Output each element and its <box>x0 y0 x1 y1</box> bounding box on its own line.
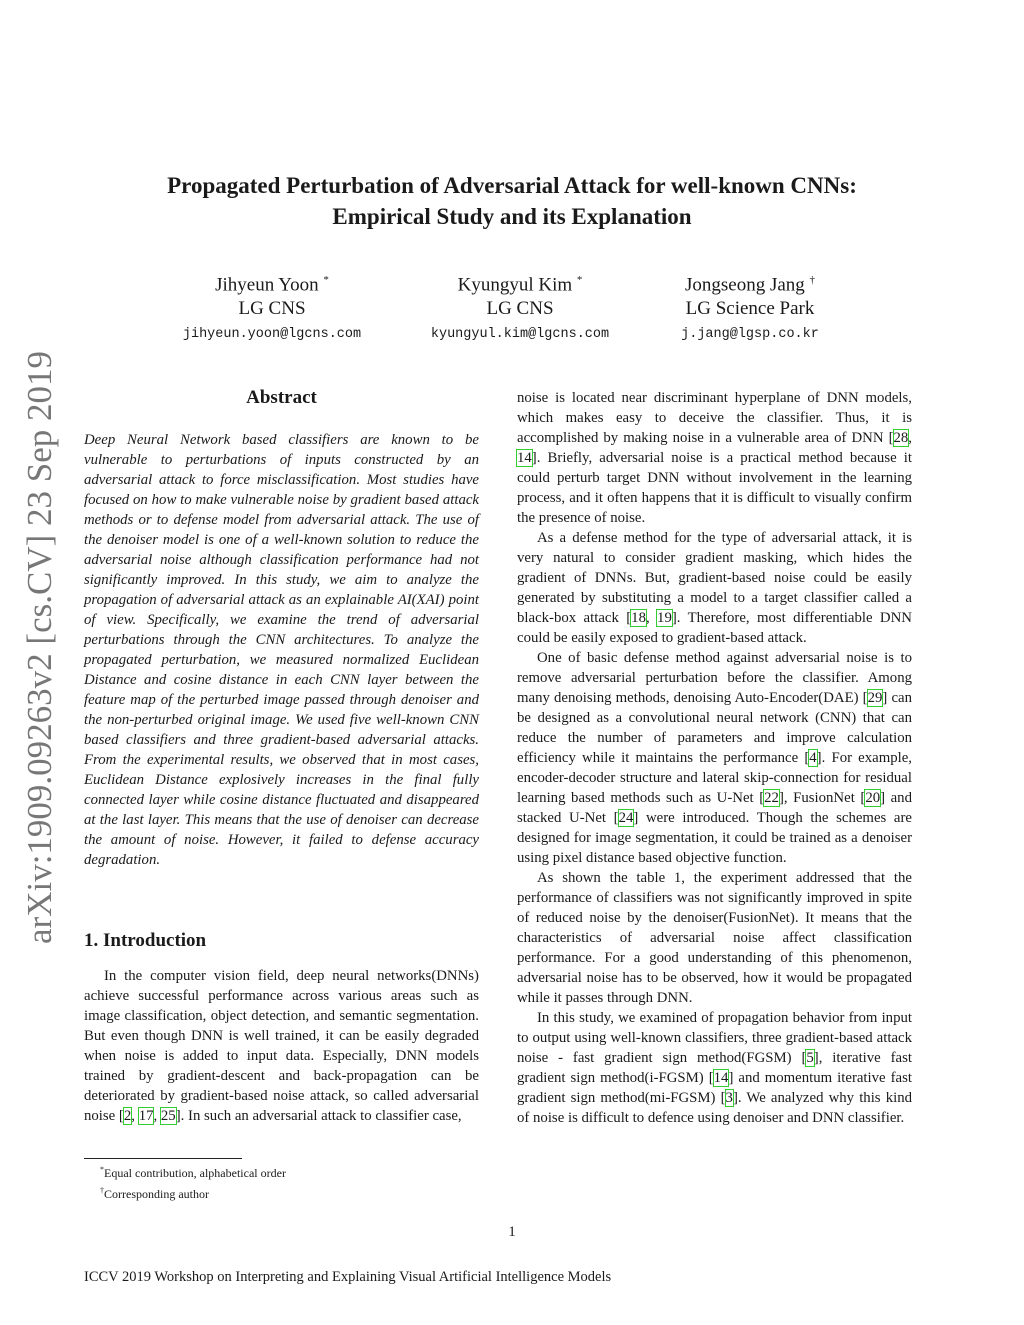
author-email[interactable]: j.jang@lgsp.co.kr <box>681 327 819 343</box>
citation-link[interactable]: 5 <box>806 1050 814 1066</box>
citation-link[interactable]: 20 <box>865 790 881 806</box>
author-email[interactable]: jihyeun.yoon@lgcns.com <box>182 327 362 343</box>
citation-link[interactable]: 3 <box>725 1090 733 1106</box>
citation-link[interactable]: 28 <box>893 430 909 446</box>
abstract-heading: Abstract <box>246 387 317 408</box>
abstract-text: Deep Neural Network based classifiers are known to be vulnerable to perturbations of inputs constructed by an adversarial attack to force misclassification. Most studies have focused on how to make vulnerable noise by gradient based attack methods or to defense model from adversarial attack. The use of the denoiser model is one of a well-known solution to reduce the adversarial noise although classification performance had not significantly improved. In this study, we aim to analyze the propagation of adversarial attack as an explainable AI(XAI) point of view. Specifically, we examine the trend of adversarial perturbations through the CNN architectures. To analyze the propagated perturbation, we measured normalized Euclidean Distance and cosine distance in each CNN layer between the feature map of the perturbed image passed through denoiser and the non-perturbed original image. We used five well-known CNN based classifiers and three gradient-based adversarial attacks. From the experimental results, we observed that in most cases, Euclidean Distance explosively increases in the final fully connected layer while cosine distance fluctuated and disappeared at the last layer. This means that the use of denoiser can decrease the amount of noise. However, it failed to defense accuracy degradation. <box>84 432 479 868</box>
author-name: Jihyeun Yoon <box>215 274 319 296</box>
citation-link[interactable]: 14 <box>713 1070 729 1086</box>
paragraph: One of basic defense method against adversarial noise is to remove adversarial perturbation before the classifier. Among many denoising methods, denoising Auto-Encoder(DAE) [29] can be designed as a convolutional neural network (CNN) that can reduce the number of parameters and improve calculation efficiency while it maintains the performance [4]. For example, encoder-decoder structure and lateral skip-connection for residual learning based methods such as U-Net [22], FusionNet [20] and stacked U-Net [24] were introduced. Though the schemes are designed for image segmentation, it could be trained as a denoiser using pixel distance based objective function. <box>517 650 913 866</box>
title-line-2: Empirical Study and its Explanation <box>332 204 692 229</box>
citation-link[interactable]: 4 <box>809 750 817 766</box>
paper-title <box>0 170 1024 232</box>
author-mark: * <box>323 274 329 286</box>
author-mark: † <box>809 274 816 286</box>
citation-link[interactable]: 17 <box>138 1108 154 1124</box>
author-mark: * <box>576 274 583 286</box>
citation-link[interactable]: 22 <box>764 790 779 806</box>
author-email[interactable]: kyungyul.kim@lgcns.com <box>430 327 610 343</box>
author-block-1 <box>152 268 392 347</box>
footnote: *Equal contribution, alphabetical order <box>100 1165 286 1180</box>
paragraph: noise is located near discriminant hyperplane of DNN models, which makes easy to deceive the classifier. Thus, it is accomplished by making noise in a vulnerable area of DNN [28, 14]. Briefly, adversarial noise is a practical method because it could perturb target DNN without involvement in the learning process, and it often happens that it is difficult to visually confirm the presence of noise. <box>517 390 912 526</box>
right-column-body <box>517 388 912 1128</box>
venue-footer: ICCV 2019 Workshop on Interpreting and Explaining Visual Artificial Intelligence Models <box>84 1269 612 1285</box>
left-column-body <box>84 966 479 1126</box>
citation-link[interactable]: 14 <box>517 450 532 466</box>
author-affiliation: LG CNS <box>486 298 554 320</box>
author-name: Kyungyul Kim <box>457 274 573 296</box>
author-block-2 <box>400 268 640 347</box>
citation-link[interactable]: 19 <box>657 610 672 626</box>
citation-link[interactable]: 2 <box>123 1108 132 1124</box>
citation-link[interactable]: 24 <box>618 810 634 826</box>
author-block-3 <box>630 268 870 347</box>
paragraph: As a defense method for the type of adversarial attack, it is very natural to consider gradient masking, which hides the gradient of DNNs. But, gradient-based noise could be easily generated by substituting a model to a target classifier called a black-box attack [18, 19]. Therefore, most differentiable DNN could be easily exposed to gradient-based attack. <box>517 530 912 646</box>
footnote-rule <box>84 1158 242 1159</box>
intro-paragraph: In the computer vision field, deep neural networks(DNNs) achieve successful performance across various areas such as image classification, object detection, and semantic segmentation. But even though DNN is well trained, it can be easily degraded when noise is added to input data. Especially, DNN models trained by gradient-descent and back-propagation can be deteriorated by gradient-based noise attack, so called adversarial noise [2, 17, 25]. In such an adversarial attack to classifier case, <box>84 968 479 1124</box>
footnote: †Corresponding author <box>100 1186 209 1201</box>
author-affiliation: LG Science Park <box>685 298 815 320</box>
section-heading-introduction: 1. Introduction <box>84 930 207 951</box>
citation-link[interactable]: 25 <box>160 1108 176 1124</box>
paragraph: As shown the table 1, the experiment addressed that the performance of classifiers was not significantly improved in spite of reduced noise by the denoiser(FusionNet). It means that the characteristics of adversarial noise affect classification performance. For a good understanding of this phenomenon, adversarial noise has to be observed, how it would be propagated while it passes through DNN. <box>517 870 912 1006</box>
arxiv-stamp: arXiv:1909.09263v2 [cs.CV] 23 Sep 2019 <box>20 350 59 944</box>
author-name: Jongseong Jang <box>684 274 805 296</box>
citation-link[interactable]: 18 <box>631 610 646 626</box>
paragraph: In this study, we examined of propagation behavior from input to output using well-known classifiers, three gradient-based attack noise - fast gradient sign method(FGSM) [5], iterative fast gradient sign method(i-FGSM) [14] and momentum iterative fast gradient sign method(mi-FGSM) [3]. We analyzed why this kind of noise is difficult to defence using denoiser and DNN classifier. <box>517 1010 912 1126</box>
title-line-1: Propagated Perturbation of Adversarial Attack for well-known CNNs: <box>167 173 857 198</box>
citation-link[interactable]: 29 <box>867 690 883 706</box>
page-number: 1 <box>508 1224 516 1240</box>
author-affiliation: LG CNS <box>238 298 306 320</box>
footnotes <box>84 1161 479 1203</box>
